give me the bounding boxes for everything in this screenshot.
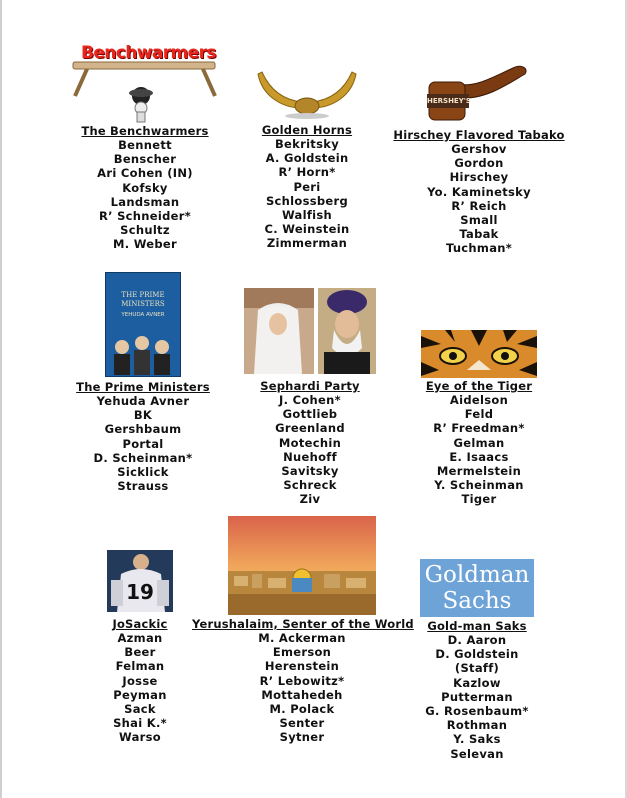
member: Mottahedeh bbox=[261, 687, 343, 702]
member: Landsman bbox=[110, 194, 180, 209]
member: Peri bbox=[293, 179, 321, 194]
member: Felman bbox=[115, 659, 165, 674]
member: Motechin bbox=[278, 435, 342, 450]
hersheys-label: HERSHEY'S bbox=[427, 97, 471, 105]
member: Peyman bbox=[113, 687, 167, 702]
member: D. Scheinman* bbox=[93, 450, 193, 465]
team-sephardi-party bbox=[243, 288, 377, 507]
book-author: YEHUDA AVNER bbox=[121, 312, 165, 318]
member: Savitsky bbox=[281, 464, 339, 479]
member: Ziv bbox=[299, 492, 321, 507]
member: Tiger bbox=[461, 492, 497, 507]
member: Gershov bbox=[451, 142, 507, 156]
team-josackic bbox=[94, 550, 186, 745]
member: Yehuda Avner bbox=[96, 394, 190, 408]
team-name: The Prime Ministers bbox=[76, 380, 210, 394]
member: Sytner bbox=[279, 730, 325, 745]
member: Greenland bbox=[275, 421, 345, 436]
member: J. Cohen* bbox=[279, 393, 341, 407]
member-list bbox=[94, 631, 186, 745]
pipe-image bbox=[425, 58, 533, 126]
member-list bbox=[245, 137, 369, 251]
member: Bekritsky bbox=[274, 137, 339, 151]
member: Mermelstein bbox=[436, 464, 522, 479]
sephardi-photos bbox=[244, 288, 376, 376]
member: Benscher bbox=[113, 152, 177, 167]
member: Gottlieb bbox=[282, 407, 338, 422]
member: Schlossberg bbox=[265, 193, 349, 208]
member-list bbox=[70, 138, 220, 252]
team-name: Sephardi Party bbox=[260, 379, 360, 393]
benchwarmers-logo bbox=[71, 38, 219, 124]
member: M. Ackerman bbox=[258, 631, 346, 645]
member: Tuchman* bbox=[445, 241, 513, 256]
member: Yo. Kaminetsky bbox=[427, 184, 531, 199]
member: Gelman bbox=[453, 435, 505, 450]
member: Feld bbox=[464, 407, 494, 422]
prime-ministers-book-cover bbox=[105, 272, 181, 377]
tiger-eyes-image bbox=[421, 330, 537, 378]
member: Small bbox=[460, 213, 498, 228]
team-hirschey-flavored-tabako bbox=[391, 58, 567, 256]
member: D. Goldstein bbox=[435, 647, 519, 662]
team-golden-horns bbox=[245, 66, 369, 251]
team-eye-of-the-tiger bbox=[413, 330, 545, 507]
team-name: Hirschey Flavored Tabako bbox=[393, 128, 565, 142]
member: Nuehoff bbox=[283, 449, 337, 464]
member: Hirschey bbox=[449, 170, 509, 185]
hockey-player-image bbox=[107, 550, 173, 612]
member: Kofsky bbox=[122, 180, 168, 195]
team-benchwarmers bbox=[70, 38, 220, 252]
member: C. Weinstein bbox=[264, 222, 350, 237]
jerusalem-skyline-image bbox=[228, 516, 376, 615]
member: Bennett bbox=[118, 138, 172, 152]
team-gold-man-saks bbox=[414, 559, 540, 761]
member: Gershbaum bbox=[104, 422, 182, 437]
goldman-logo-line1: Goldman bbox=[424, 562, 530, 588]
member: R’ Horn* bbox=[278, 165, 336, 180]
member-list bbox=[413, 393, 545, 507]
member: Strauss bbox=[117, 479, 169, 494]
team-yerushalaim bbox=[192, 516, 412, 745]
goldman-sachs-logo bbox=[420, 559, 534, 617]
member: Portal bbox=[122, 436, 164, 451]
team-name: JoSackic bbox=[112, 617, 168, 631]
team-name: The Benchwarmers bbox=[81, 124, 209, 138]
jersey-number: 19 bbox=[126, 580, 154, 604]
team-name: Yerushalaim, Senter of the World bbox=[192, 617, 414, 631]
member: Zimmerman bbox=[266, 236, 348, 251]
member: Josse bbox=[122, 673, 158, 688]
member: Gordon bbox=[454, 156, 504, 171]
member: (Staff) bbox=[454, 661, 500, 676]
member: Ari Cohen (IN) bbox=[97, 166, 193, 181]
member: BK bbox=[133, 408, 153, 423]
team-prime-ministers bbox=[68, 272, 218, 493]
member: Selevan bbox=[450, 746, 504, 761]
member: Rothman bbox=[446, 718, 508, 733]
member: D. Aaron bbox=[447, 633, 507, 647]
member: Emerson bbox=[272, 645, 332, 660]
member: Y. Scheinman bbox=[434, 478, 524, 493]
member: M. Weber bbox=[113, 237, 177, 252]
book-title-line2: MINISTERS bbox=[121, 300, 165, 308]
member-list bbox=[414, 633, 540, 761]
team-name: Gold-man Saks bbox=[427, 619, 527, 633]
member: R’ Schneider* bbox=[98, 209, 192, 224]
golden-horns-image bbox=[252, 66, 362, 122]
benchwarmers-logo-text: Benchwarmers bbox=[81, 43, 216, 63]
member: Kazlow bbox=[453, 675, 501, 690]
member: R’ Reich bbox=[451, 198, 507, 213]
goldman-logo-line2: Sachs bbox=[442, 588, 512, 614]
member: Sicklick bbox=[117, 465, 169, 480]
member: E. Isaacs bbox=[449, 449, 509, 464]
member: Tabak bbox=[459, 227, 499, 242]
book-title-line1: THE PRIME bbox=[121, 291, 165, 299]
member: Azman bbox=[117, 631, 163, 645]
team-name: Golden Horns bbox=[261, 123, 353, 137]
member: Schultz bbox=[120, 223, 170, 238]
member: Aidelson bbox=[449, 393, 509, 407]
member: Shai K.* bbox=[113, 716, 167, 731]
member: Putterman bbox=[441, 689, 513, 704]
member: Y. Saks bbox=[453, 732, 501, 747]
team-name: Eye of the Tiger bbox=[425, 379, 533, 393]
member: M. Polack bbox=[269, 702, 335, 717]
member: Senter bbox=[279, 716, 325, 731]
member-list bbox=[243, 393, 377, 507]
member: G. Rosenbaum* bbox=[425, 704, 529, 719]
member: Walfish bbox=[281, 208, 333, 223]
member: R’ Freedman* bbox=[433, 421, 525, 436]
member: Sack bbox=[124, 702, 156, 717]
member-list bbox=[68, 394, 218, 493]
page-edge-left bbox=[0, 0, 2, 798]
member: Warso bbox=[119, 730, 161, 745]
member: R’ Lebowitz* bbox=[259, 673, 345, 688]
member-list bbox=[391, 142, 567, 256]
member-list bbox=[192, 631, 412, 745]
member: Beer bbox=[124, 645, 156, 660]
member: A. Goldstein bbox=[265, 151, 349, 166]
member: Schreck bbox=[283, 478, 337, 493]
member: Herenstein bbox=[264, 659, 340, 674]
